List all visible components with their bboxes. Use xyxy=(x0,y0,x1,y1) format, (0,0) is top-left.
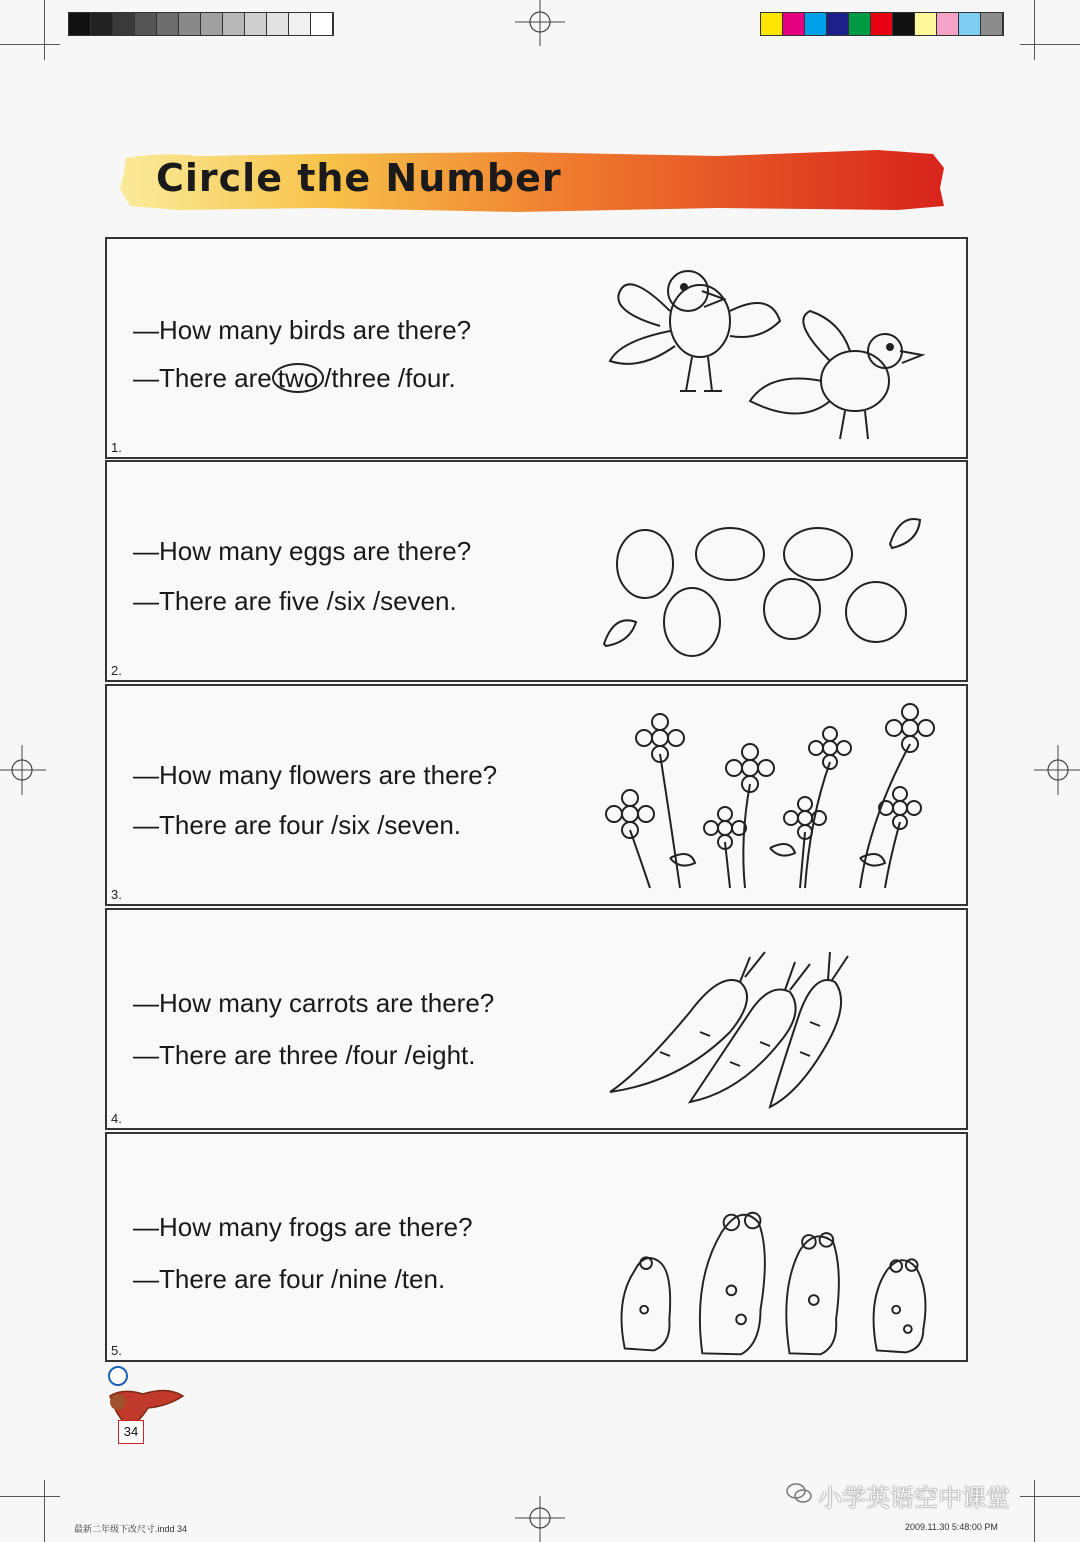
answer-options: /three /four. xyxy=(324,363,456,393)
grayscale-color-bar xyxy=(68,12,334,36)
question-panel xyxy=(105,237,968,459)
crop-mark xyxy=(0,44,60,45)
footer-file-info: 最新二年级下改尺寸.indd 34 xyxy=(74,1524,188,1534)
crop-mark xyxy=(1034,1480,1035,1542)
wechat-icon xyxy=(786,1482,812,1504)
crop-mark xyxy=(44,0,45,60)
question-panel xyxy=(105,684,968,906)
cmyk-color-bar xyxy=(760,12,1004,36)
answer-text: —There are four /nine /ten. xyxy=(133,1264,446,1294)
question-text: —How many birds are there? xyxy=(133,315,472,345)
answer-prefix: —There are xyxy=(133,363,272,393)
crop-mark xyxy=(1020,44,1080,45)
flowers-illustration xyxy=(600,698,950,894)
question-text: —How many carrots are there? xyxy=(133,988,495,1018)
item-number: 4. xyxy=(111,1111,122,1126)
item-number: 3. xyxy=(111,887,122,902)
question-panel xyxy=(105,908,968,1130)
registration-mark-icon xyxy=(0,745,50,795)
birds-illustration xyxy=(600,251,950,447)
answer-text xyxy=(133,363,456,394)
registration-mark-icon xyxy=(515,1492,565,1542)
crop-mark xyxy=(1020,1496,1080,1497)
question-text: —How many frogs are there? xyxy=(133,1212,473,1242)
footer-timestamp: 2009.11.30 5:48:00 PM xyxy=(905,1522,998,1532)
registration-mark-icon xyxy=(515,0,565,50)
circled-answer: two xyxy=(272,363,324,393)
question-panel xyxy=(105,460,968,682)
page-title: Circle the Number xyxy=(156,156,562,200)
question-text: —How many flowers are there? xyxy=(133,760,498,790)
page-number: 34 xyxy=(118,1420,144,1444)
registration-mark-icon xyxy=(1030,745,1080,795)
crop-mark xyxy=(1034,0,1035,60)
crop-mark xyxy=(0,1496,60,1497)
eggs-illustration xyxy=(600,474,950,670)
answer-text: —There are four /six /seven. xyxy=(133,810,462,840)
question-panel xyxy=(105,1132,968,1362)
answer-text: —There are five /six /seven. xyxy=(133,586,457,616)
question-text: —How many eggs are there? xyxy=(133,536,472,566)
crop-mark xyxy=(44,1480,45,1542)
item-number: 1. xyxy=(111,440,122,455)
watermark-text: 小学英语空中课堂 xyxy=(818,1485,1010,1512)
answer-text: —There are three /four /eight. xyxy=(133,1040,476,1070)
item-number: 2. xyxy=(111,663,122,678)
carrots-illustration xyxy=(600,922,950,1118)
frogs-illustration xyxy=(600,1174,950,1364)
item-number: 5. xyxy=(111,1343,122,1358)
